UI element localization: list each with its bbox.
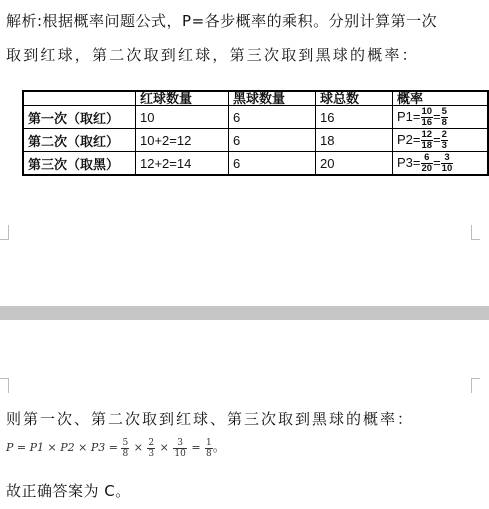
denominator: 8 [122, 448, 129, 459]
row-label: 第二次（取红） [23, 129, 136, 152]
denominator: 3 [148, 448, 155, 459]
numerator: 3 [441, 153, 454, 164]
explanation-line-1: 解析:根据概率问题公式，P=各步概率的乘积。分别计算第一次 [6, 12, 438, 30]
fraction [421, 153, 434, 174]
denominator: 16 [421, 116, 433, 128]
denominator: 10 [174, 448, 186, 459]
fraction [173, 438, 186, 459]
denominator: 20 [421, 162, 433, 174]
probability-cell [393, 152, 489, 176]
black-count-cell: 6 [229, 106, 316, 129]
numerator: 2 [441, 128, 447, 140]
p-label: P2= [397, 131, 421, 147]
equals-sign: = [191, 441, 201, 454]
denominator: 8 [441, 116, 447, 128]
page-corner-mark [0, 225, 9, 240]
header-black-count: 黑球数量 [229, 91, 316, 106]
probability-cell [393, 129, 489, 152]
numerator: 2 [148, 437, 155, 448]
probability-cell [393, 106, 489, 129]
equals-sign: = [433, 154, 441, 170]
conclusion-line: 则第一次、第二次取到红球、第三次取到黑球的概率： [6, 410, 415, 428]
header-red-count: 红球数量 [136, 91, 229, 106]
red-count-cell: 10 [136, 106, 229, 129]
numerator: 1 [206, 437, 212, 448]
header-total: 球总数 [316, 91, 393, 106]
probability-formula [6, 436, 226, 459]
page-break-gap [0, 306, 489, 320]
fraction [441, 107, 448, 128]
red-count-cell: 12+2=14 [136, 152, 229, 176]
explanation-line-2: 取到红球，第二次取到红球，第三次取到黑球的概率： [6, 46, 419, 64]
formula-period: 。 [212, 440, 226, 455]
equals-sign: = [433, 108, 441, 124]
total-cell: 18 [316, 129, 393, 152]
black-count-cell: 6 [229, 152, 316, 176]
fraction [147, 438, 155, 459]
fraction [441, 153, 454, 174]
times-sign: × [133, 441, 143, 454]
red-count-cell: 10+2=12 [136, 129, 229, 152]
numerator: 10 [421, 105, 433, 117]
fraction [205, 438, 213, 459]
probability-table [22, 90, 489, 176]
row-label: 第三次（取黑） [23, 152, 136, 176]
p-label: P1= [397, 108, 421, 124]
p-label: P3= [397, 154, 421, 170]
denominator: 3 [441, 139, 447, 151]
page-corner-mark [471, 378, 480, 393]
formula-lhs: P = P1 × P2 × P3 = [6, 441, 118, 454]
table-row [23, 106, 488, 129]
table-row [23, 129, 488, 152]
fraction [421, 107, 434, 128]
black-count-cell: 6 [229, 129, 316, 152]
header-probability: 概率 [393, 91, 489, 106]
denominator: 18 [421, 139, 433, 151]
fraction [441, 130, 448, 151]
denominator: 10 [441, 162, 453, 174]
total-cell: 20 [316, 152, 393, 176]
table-row [23, 152, 488, 176]
times-sign: × [159, 441, 169, 454]
page-corner-mark [0, 378, 9, 393]
row-label: 第一次（取红） [23, 106, 136, 129]
total-cell: 16 [316, 106, 393, 129]
numerator: 12 [421, 128, 433, 140]
answer-line: 故正确答案为 C。 [6, 482, 131, 500]
numerator: 3 [173, 438, 186, 449]
page-corner-mark [471, 225, 480, 240]
equals-sign: = [433, 131, 441, 147]
header-empty [23, 91, 136, 106]
fraction [121, 438, 129, 459]
numerator: 5 [441, 105, 447, 117]
fraction [421, 130, 434, 151]
denominator: 8 [206, 448, 212, 459]
table-header-row [23, 91, 488, 106]
numerator: 6 [421, 153, 434, 164]
numerator: 5 [122, 437, 129, 448]
